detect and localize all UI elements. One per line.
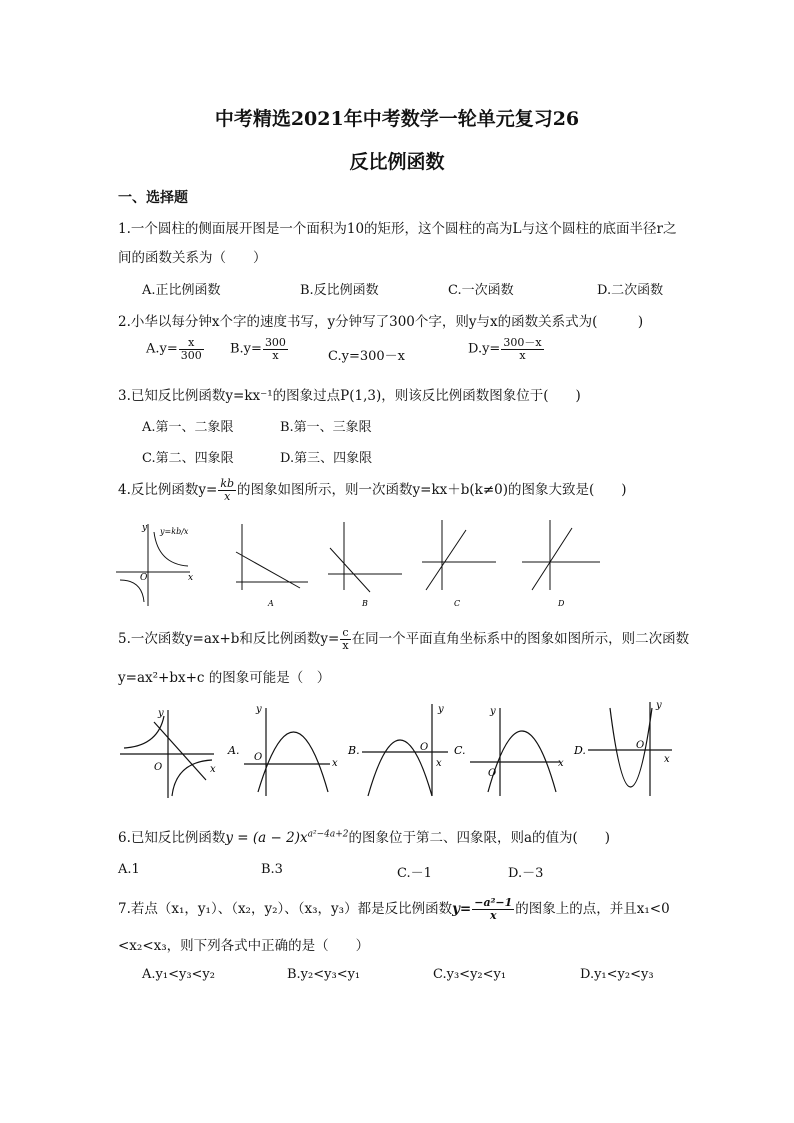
q5-d-axis-y: y [656,700,662,711]
q5-d-axis-x: x [664,754,670,765]
q5-a-origin: O [254,752,263,763]
q5-origin: O [154,762,163,773]
q4-label-b: B [362,599,368,608]
q1-option-a: A.正比例函数 [142,283,221,298]
q4-label-c: C [454,599,461,608]
q5-label-b: B. [348,744,360,757]
q1-option-d: D.二次函数 [597,283,664,298]
q4-graph-a [236,524,308,590]
q5-graph-b [362,704,448,796]
q7-option-b: B.y₂<y₃<y₁ [287,967,361,982]
q7-option-a: A.y₁<y₃<y₂ [142,967,215,982]
q5-a-axis-y: y [256,704,262,715]
q3-option-b: B.第一、三象限 [280,420,372,435]
q2-option-d: D.y= $\frac{300-x}{x}$ [468,336,542,362]
q4-axis-y: y [142,523,148,533]
q4-label-a: A [268,599,274,608]
q4-graph-b [328,522,402,592]
q5-axis-x: x [210,764,216,775]
q2-option-a: A.y= $\frac{x}{300}$ [146,336,202,362]
q7-option-d: D.y₁<y₂<y₃ [580,967,654,982]
q5-label-a: A. [228,744,240,757]
q1-option-c: C.一次函数 [448,283,514,298]
q5-a-axis-x: x [332,758,338,769]
q1-stem-line2: 间的函数关系为（ ） [118,250,267,266]
q5-d-origin: O [636,740,645,751]
q5-b-axis-y: y [438,704,444,715]
q7-stem-line2: <x₂<x₃，则下列各式中正确的是（ ） [118,938,370,954]
q5-stem-line1: 5.一次函数y=ax+b和反比例函数y= $\frac{c}{x}$ 在同一个平面直角坐标系中的图象如图所示，则二次函数 [118,626,690,652]
q6-option-b: B.3 [261,862,283,877]
q5-c-axis-y: y [490,706,496,717]
q5-graph-d [588,702,672,796]
q7-option-c: C.y₃<y₂<y₁ [433,967,507,982]
q6-option-a: A.1 [118,862,140,877]
q6-option-d: D.－3 [508,866,544,881]
q5-b-axis-x: x [436,758,442,769]
q1-option-b: B.反比例函数 [300,283,379,298]
q7-stem-line1: 7.若点（x₁，y₁）、（x₂，y₂）、（x₃，y₃）都是反比例函数y= $\frac{\text{−a²−1}}{x}$ 的图象上的点，并且x₁<0 [118,896,670,922]
q4-given-graph [116,524,190,606]
q1-stem-line1: 1.一个圆柱的侧面展开图是一个面积为10的矩形，这个圆柱的高为L与这个圆柱的底面半径r之 [118,221,677,237]
q6-stem: 6.已知反比例函数$y = (a - 2)x^{a^2-4a+2}$的图象位于第二、四象限，则a的值为( ) [118,829,611,846]
q2-option-c: C.y=300－x [328,349,405,364]
q4-axis-x: x [188,573,194,583]
q5-graph-c [470,708,560,796]
q3-option-d: D.第三、四象限 [280,451,373,466]
q5-label-d: D. [574,744,586,757]
q4-fig-label: y=kb/x [160,527,189,536]
q2-option-b: B.y= $\frac{300}{x}$ [230,336,286,362]
q4-graph-d [522,520,600,590]
q5-axis-y: y [158,708,164,719]
q5-label-c: C. [454,744,466,757]
q3-stem: 3.已知反比例函数y=kx⁻¹的图象过点P(1,3)，则该反比例函数图象位于( ) [118,388,581,404]
q4-graph-c [422,520,496,590]
q3-option-a: A.第一、二象限 [142,420,234,435]
q5-c-origin: O [488,768,497,779]
q3-option-c: C.第二、四象限 [142,451,234,466]
page-title: 中考精选2021年中考数学一轮单元复习26 [214,108,580,130]
q4-figures [116,518,606,610]
q6-option-c: C.－1 [397,866,432,881]
q2-stem: 2.小华以每分钟x个字的速度书写，y分钟写了300个字，则y与x的函数关系式为( ) [118,314,644,330]
q4-stem: 4.反比例函数y= $\frac{kb}{x}$ 的图象如图所示，则一次函数y=kx＋b(k≠0)的图象大致是( ) [118,477,627,503]
page-subtitle: 反比例函数 [349,151,445,173]
q4-origin: O [140,573,148,583]
q5-c-axis-x: x [558,758,564,769]
q4-label-d: D [558,599,565,608]
section-heading: 一、选择题 [118,190,188,206]
q5-stem-line2: y=ax²+bx+c 的图象可能是（ ） [118,670,331,686]
q5-figures [118,700,678,804]
q5-given-graph [120,710,214,798]
q5-b-origin: O [420,742,429,753]
